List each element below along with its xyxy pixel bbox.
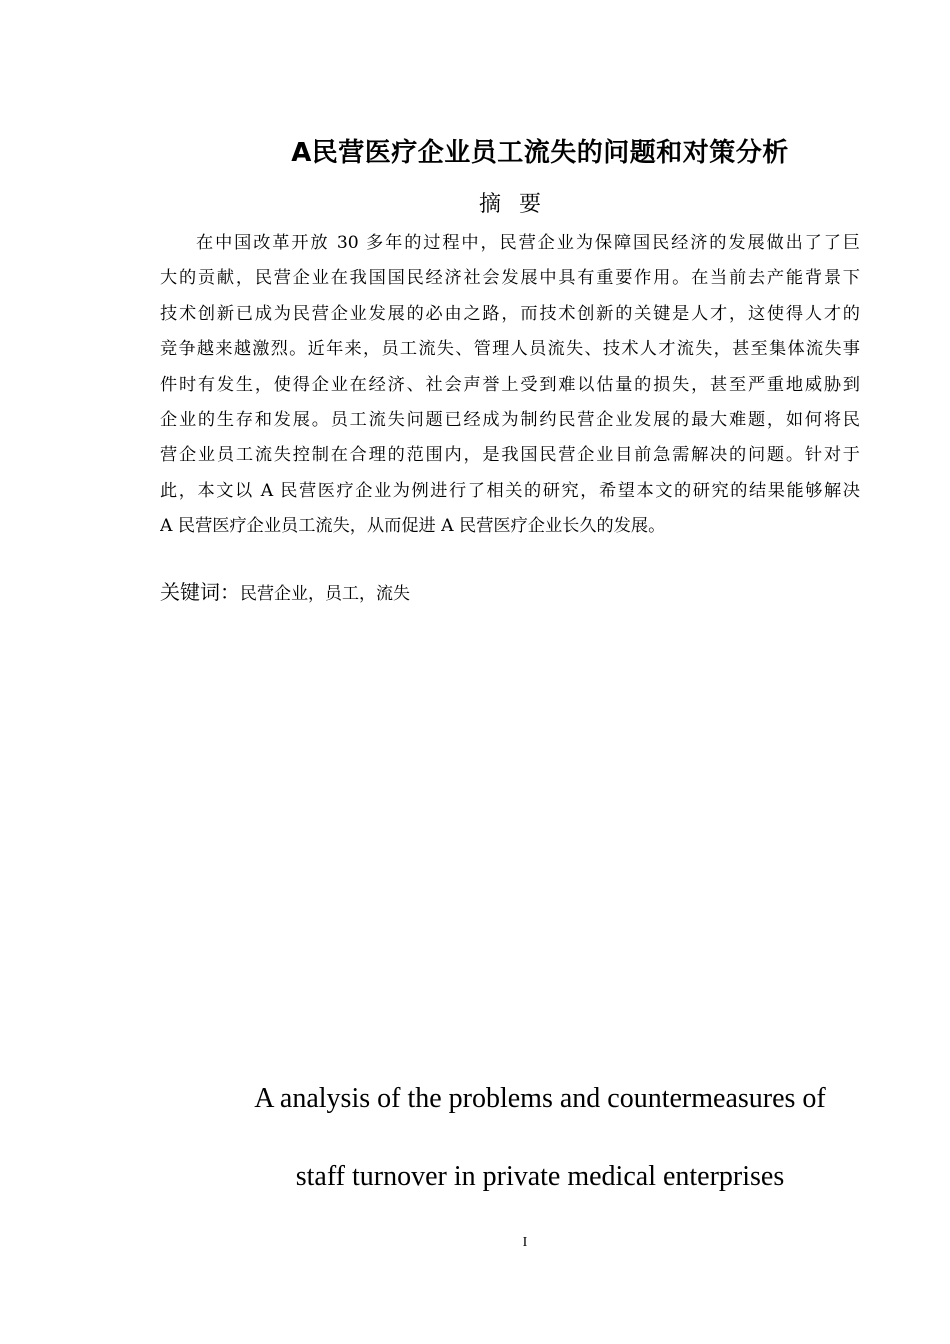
page-number: I: [522, 1235, 528, 1250]
abstract-line: 竞争越来越激烈。近年来，员工流失、管理人员流失、技术人才流失，甚至集体流失事: [160, 339, 860, 360]
english-title-line: A analysis of the problems and countermeasures of: [254, 1083, 826, 1114]
abstract-line: 在中国改革开放 30 多年的过程中，民营企业为保障国民经济的发展做出了了巨: [196, 233, 860, 253]
abstract-line: 件时有发生，使得企业在经济、社会声誉上受到难以估量的损失，甚至严重地威胁到: [160, 374, 860, 395]
chinese-title: A民营医疗企业员工流失的问题和对策分析: [291, 138, 789, 168]
keywords-label: 关键词：: [160, 580, 240, 604]
english-title-line: staff turnover in private medical enterprises: [295, 1161, 785, 1192]
abstract-line: 此，本文以 A 民营医疗企业为例进行了相关的研究，希望本文的研究的结果能够解决: [160, 480, 860, 501]
abstract-heading: 摘要: [478, 192, 559, 217]
keywords: [160, 576, 860, 610]
keywords-values: 民营企业，员工，流失: [240, 584, 410, 604]
abstract-line: 技术创新已成为民营企业发展的必由之路，而技术创新的关键是人才，这使得人才的: [160, 303, 860, 324]
abstract-line: 大的贡献，民营企业在我国国民经济社会发展中具有重要作用。在当前去产能背景下: [160, 268, 860, 289]
abstract-line: 企业的生存和发展。员工流失问题已经成为制约民营企业发展的最大难题，如何将民: [160, 410, 860, 431]
english-title: [150, 1060, 930, 1216]
abstract-line: A 民营医疗企业员工流失，从而促进 A 民营医疗企业长久的发展。: [160, 516, 666, 537]
abstract-body: [160, 226, 860, 545]
abstract-line: 营企业员工流失控制在合理的范围内，是我国民营企业目前急需解决的问题。针对于: [160, 445, 860, 466]
